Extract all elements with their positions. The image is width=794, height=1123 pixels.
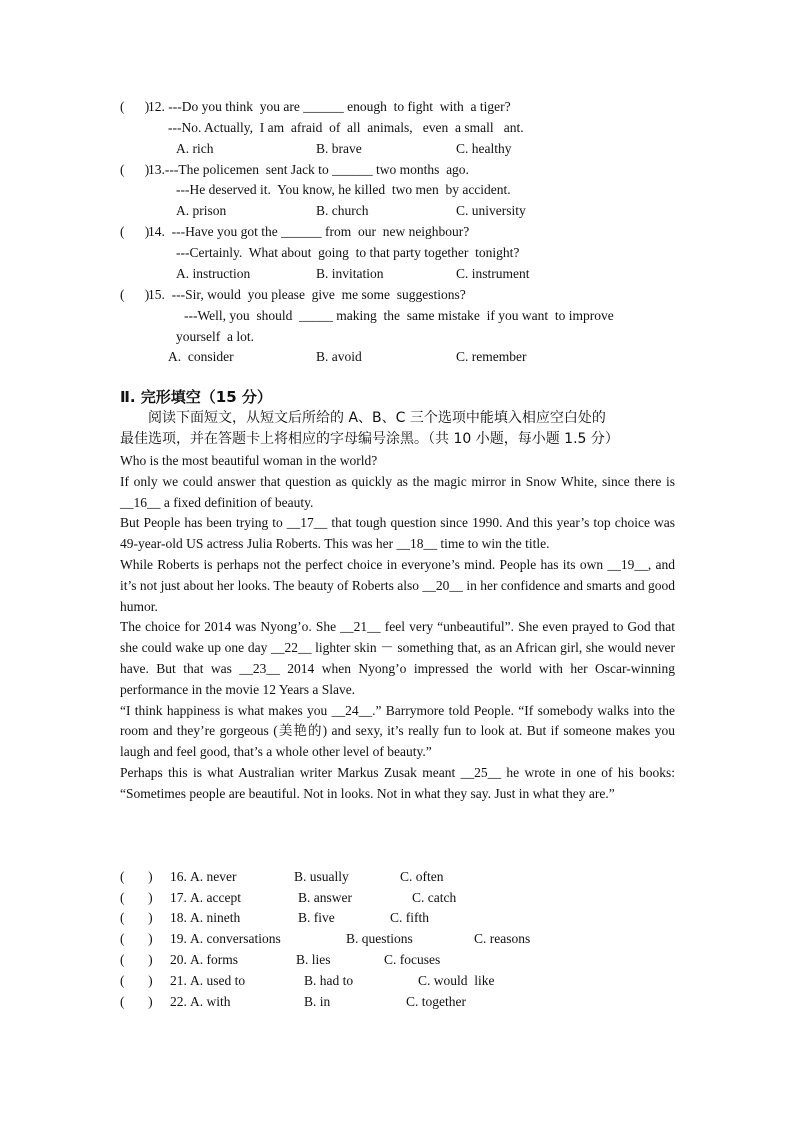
choice-option-a: A. nineth bbox=[190, 910, 241, 925]
choice-option-b: B. usually bbox=[294, 869, 349, 884]
question-12-option-c: C. healthy bbox=[456, 141, 512, 156]
choice-option-c: C. catch bbox=[412, 890, 457, 905]
question-13-option-c: C. university bbox=[456, 203, 526, 218]
question-14-option-a: A. instruction bbox=[176, 266, 251, 281]
choice-number: 22. bbox=[170, 994, 187, 1009]
question-14-option-b: B. invitation bbox=[316, 266, 384, 281]
question-15-reply-cont: yourself a lot. bbox=[176, 329, 254, 344]
choice-number: 20. bbox=[170, 952, 187, 967]
question-14-paren: ( ) bbox=[120, 224, 150, 239]
question-12-stem: 12. ---Do you think you are ______ enough to fight with a tiger? bbox=[148, 99, 511, 114]
choice-option-c: C. together bbox=[406, 994, 466, 1009]
question-12-paren: ( ) bbox=[120, 99, 150, 114]
choice-number: 17. bbox=[170, 890, 187, 905]
choice-option-c: C. would like bbox=[418, 973, 495, 988]
choice-paren: ( ) bbox=[120, 869, 153, 884]
passage-paragraph: Perhaps this is what Australian writer Markus Zusak meant __25__ he wrote in one of his books: “Sometimes people are beautiful. Not in looks. Not in what they say. Just in what they are.” bbox=[120, 764, 675, 801]
question-13-reply: ---He deserved it. You know, he killed two men by accident. bbox=[176, 182, 511, 197]
section-heading: Ⅱ. 完形填空（15 分） bbox=[120, 388, 272, 406]
choice-paren: ( ) bbox=[120, 890, 153, 905]
choice-option-b: B. in bbox=[304, 994, 331, 1009]
choice-option-c: C. focuses bbox=[384, 952, 441, 967]
passage-paragraph: But People has been trying to __17__ that tough question since 1990. And this year’s top choice was 49-year-old US actress Julia Roberts. This was her __18__ time to win the title. bbox=[120, 515, 675, 552]
question-15-option-b: B. avoid bbox=[316, 349, 362, 364]
passage-paragraph: “I think happiness is what makes you __24__.” Barrymore told People. “If somebody walks into the room and they’re gorgeous (美艳的) and sexy, it’s really fun to look at. But if someone makes you laugh and feel good, that’s a whole other level of beauty.” bbox=[120, 702, 675, 760]
choice-option-a: A. used to bbox=[190, 973, 246, 988]
choice-number: 21. bbox=[170, 973, 187, 988]
choice-paren: ( ) bbox=[120, 910, 153, 925]
choice-paren: ( ) bbox=[120, 994, 153, 1009]
question-12-option-a: A. rich bbox=[176, 141, 214, 156]
choice-option-b: B. answer bbox=[298, 890, 352, 905]
choice-option-c: C. often bbox=[400, 869, 444, 884]
question-14-stem: 14. ---Have you got the ______ from our new neighbour? bbox=[148, 224, 470, 239]
choice-option-b: B. lies bbox=[296, 952, 331, 967]
choice-option-c: C. reasons bbox=[474, 931, 531, 946]
choice-option-a: A. with bbox=[190, 994, 231, 1009]
passage-paragraph: Who is the most beautiful woman in the world? bbox=[120, 453, 378, 468]
choice-option-a: A. never bbox=[190, 869, 237, 884]
section-instruction-line1: 阅读下面短文，从短文后所给的 A、B、C 三个选项中能填入相应空白处的 bbox=[148, 410, 606, 426]
cloze-passage bbox=[120, 451, 675, 805]
choice-paren: ( ) bbox=[120, 952, 153, 967]
choice-option-a: A. conversations bbox=[190, 931, 281, 946]
question-13-stem: 13.---The policemen sent Jack to ______ two months ago. bbox=[148, 162, 469, 177]
choice-option-b: B. five bbox=[298, 910, 335, 925]
question-12-option-b: B. brave bbox=[316, 141, 362, 156]
question-15-paren: ( ) bbox=[120, 287, 150, 302]
choice-number: 16. bbox=[170, 869, 187, 884]
question-12-reply: ---No. Actually, I am afraid of all animals, even a small ant. bbox=[168, 120, 524, 135]
passage-paragraph: The choice for 2014 was Nyong’o. She __21__ feel very “unbeautiful”. She even prayed to God that she could wake up one day __22__ lighter skin － something that, as an African girl, she would never have. But that was __23__ 2014 when Nyong’o impressed the world with her Oscar-winning performance in the movie 12 Years a Slave. bbox=[120, 619, 675, 697]
choice-option-a: A. forms bbox=[190, 952, 238, 967]
choice-option-a: A. accept bbox=[190, 890, 241, 905]
question-13-option-b: B. church bbox=[316, 203, 369, 218]
question-15-reply: ---Well, you should _____ making the same mistake if you want to improve bbox=[184, 308, 614, 323]
choice-option-b: B. had to bbox=[304, 973, 354, 988]
passage-paragraph: If only we could answer that question as quickly as the magic mirror in Snow White, since there is __16__ a fixed definition of beauty. bbox=[120, 473, 675, 510]
question-13-option-a: A. prison bbox=[176, 203, 227, 218]
choice-number: 18. bbox=[170, 910, 187, 925]
choice-option-b: B. questions bbox=[346, 931, 413, 946]
section-instruction-line2: 最佳选项，并在答题卡上将相应的字母编号涂黑。（共 10 小题，每小题 1.5 分） bbox=[120, 431, 619, 447]
question-14-reply: ---Certainly. What about going to that party together tonight? bbox=[176, 245, 520, 260]
choice-number: 19. bbox=[170, 931, 187, 946]
question-13-paren: ( ) bbox=[120, 162, 150, 177]
choice-paren: ( ) bbox=[120, 973, 153, 988]
passage-paragraph: While Roberts is perhaps not the perfect choice in everyone’s mind. People has its own __19__, and it’s not just about her looks. The beauty of Roberts also __20__ in her confidence and smarts and good humor. bbox=[120, 556, 675, 614]
question-15-stem: 15. ---Sir, would you please give me some suggestions? bbox=[148, 287, 466, 302]
question-14-option-c: C. instrument bbox=[456, 266, 530, 281]
question-15-option-c: C. remember bbox=[456, 349, 527, 364]
choice-paren: ( ) bbox=[120, 931, 153, 946]
question-15-option-a: A. consider bbox=[168, 349, 234, 364]
choice-option-c: C. fifth bbox=[390, 910, 429, 925]
